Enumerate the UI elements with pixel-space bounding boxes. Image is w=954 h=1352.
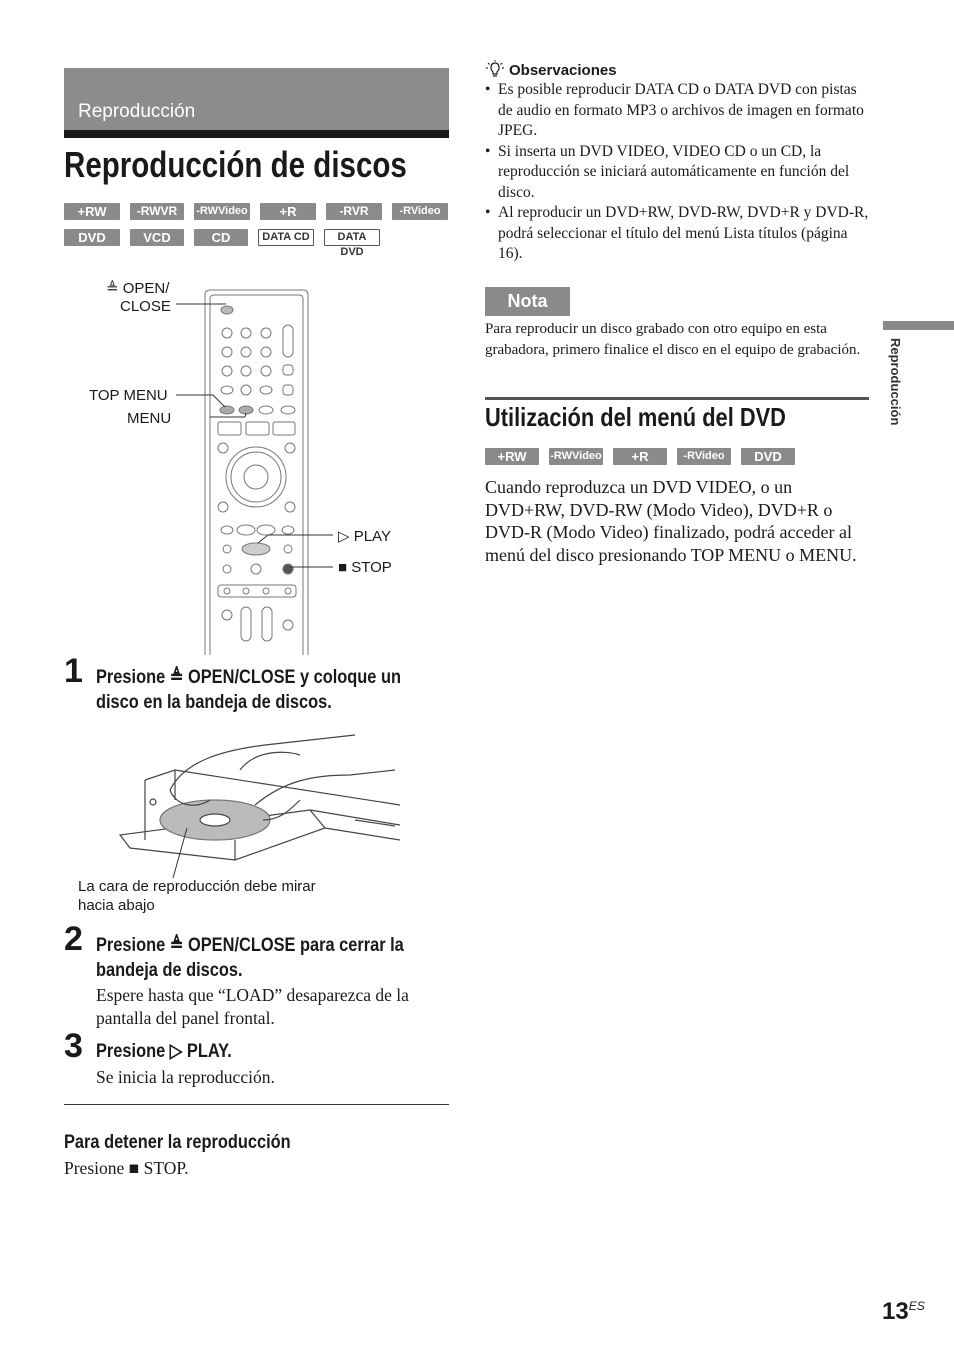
step-2-body [96, 984, 409, 1030]
step-2-title-line-2: bandeja de discos. [96, 959, 243, 981]
step-3-number: 3 [64, 1027, 83, 1065]
list-item: • Al reproducir un DVD+RW, DVD-RW, DVD+R y DVD-R, podrá seleccionar el título del menú Lista títulos (página 16). [485, 203, 870, 265]
disc-badges-row1 [64, 203, 448, 220]
stop-heading: Para detener la reproducción [64, 1131, 291, 1153]
callout-play: ▷ PLAY [338, 528, 391, 545]
disc-caption-line-1: La cara de reproducción debe mirar [78, 878, 316, 895]
page-number-value: 13 [882, 1298, 909, 1325]
step-2-body-line-1: Espere hasta que “LOAD” desaparezca de la [96, 985, 409, 1005]
side-tab-marker [883, 321, 954, 330]
stop-body: Presione ■ STOP. [64, 1158, 189, 1178]
section-title: Reproducción [78, 101, 196, 122]
divider [64, 1104, 449, 1105]
step-1-number: 1 [64, 652, 83, 690]
badge-plus-r: +R [260, 203, 316, 220]
badge-r-vr: -RVR [326, 203, 382, 220]
observaciones-list [485, 80, 870, 265]
side-tab-label: Reproducción [888, 338, 903, 426]
page-number-suffix: ES [908, 1299, 925, 1313]
dvd-menu-body: Cuando reproduzca un DVD VIDEO, o un DVD+RW, DVD-RW (Modo Video), DVD+R o DVD-R (Modo Video) finalizado, podrá acceder al menú del disco presionando TOP MENU o MENU. [485, 477, 857, 565]
badge-rw-vr: -RWVR [130, 203, 184, 220]
badge-rw-video: -RWVideo [194, 203, 250, 220]
section-header [64, 68, 449, 138]
callout-top-menu: TOP MENU [89, 387, 168, 404]
list-item: • Es posible reproducir DATA CD o DATA DVD con pistas de audio en formato MP3 o archivos de imagen en formato JPEG. [485, 80, 870, 142]
observaciones-heading [485, 60, 617, 80]
page-title: Reproducción de discos [64, 144, 407, 185]
callout-open-close-2: CLOSE [120, 298, 171, 315]
dvd-menu-badges [485, 448, 795, 465]
list-item: • Si inserta un DVD VIDEO, VIDEO CD o un CD, la reproducción se iniciará automáticamente en función del disco. [485, 142, 870, 204]
badge-cd: CD [194, 229, 248, 246]
badge-dvd: DVD [741, 448, 795, 465]
disc-badges-row2 [64, 229, 380, 258]
disc-caption-line-2: hacia abajo [78, 897, 155, 914]
disc-insertion-illustration [115, 730, 400, 880]
step-1-title-line-2: disco en la bandeja de discos. [96, 691, 332, 713]
step-2-body-line-2: pantalla del panel frontal. [96, 1008, 275, 1028]
badge-vcd: VCD [130, 229, 184, 246]
badge-r-video: -RVideo [392, 203, 448, 220]
step-2-title [96, 933, 449, 983]
badge-plus-rw: +RW [485, 448, 539, 465]
remote-control-illustration [150, 285, 420, 655]
step-3-title: Presione ▷ PLAY. [96, 1040, 232, 1062]
page-number [882, 1298, 925, 1326]
dvd-menu-heading: Utilización del menú del DVD [485, 402, 786, 432]
step-1-title [96, 665, 449, 715]
badge-plus-rw: +RW [64, 203, 120, 220]
step-1-title-line-1: Presione ≜ OPEN/CLOSE y coloque un [96, 666, 401, 688]
callout-stop: ■ STOP [338, 559, 392, 576]
callout-open-close-1: ≜ OPEN/ [106, 280, 170, 297]
step-3-body: Se inicia la reproducción. [96, 1067, 275, 1087]
badge-dvd: DVD [64, 229, 120, 246]
lightbulb-icon [485, 60, 505, 78]
badge-r-video: -RVideo [677, 448, 731, 465]
dvd-menu-rule [485, 397, 869, 400]
badge-plus-r: +R [613, 448, 667, 465]
nota-badge: Nota [485, 287, 570, 316]
step-2-number: 2 [64, 920, 83, 958]
badge-data-dvd: DATA DVD [324, 229, 380, 246]
section-header-rule [64, 130, 449, 138]
step-2-title-line-1: Presione ≜ OPEN/CLOSE para cerrar la [96, 934, 404, 956]
observaciones-title: Observaciones [509, 62, 617, 79]
callout-menu: MENU [127, 410, 172, 427]
badge-rw-video: -RWVideo [549, 448, 603, 465]
badge-data-cd: DATA CD [258, 229, 314, 246]
nota-text: Para reproducir un disco grabado con otro equipo en esta grabadora, primero finalice el disco en el equipo de grabación. [485, 321, 861, 358]
